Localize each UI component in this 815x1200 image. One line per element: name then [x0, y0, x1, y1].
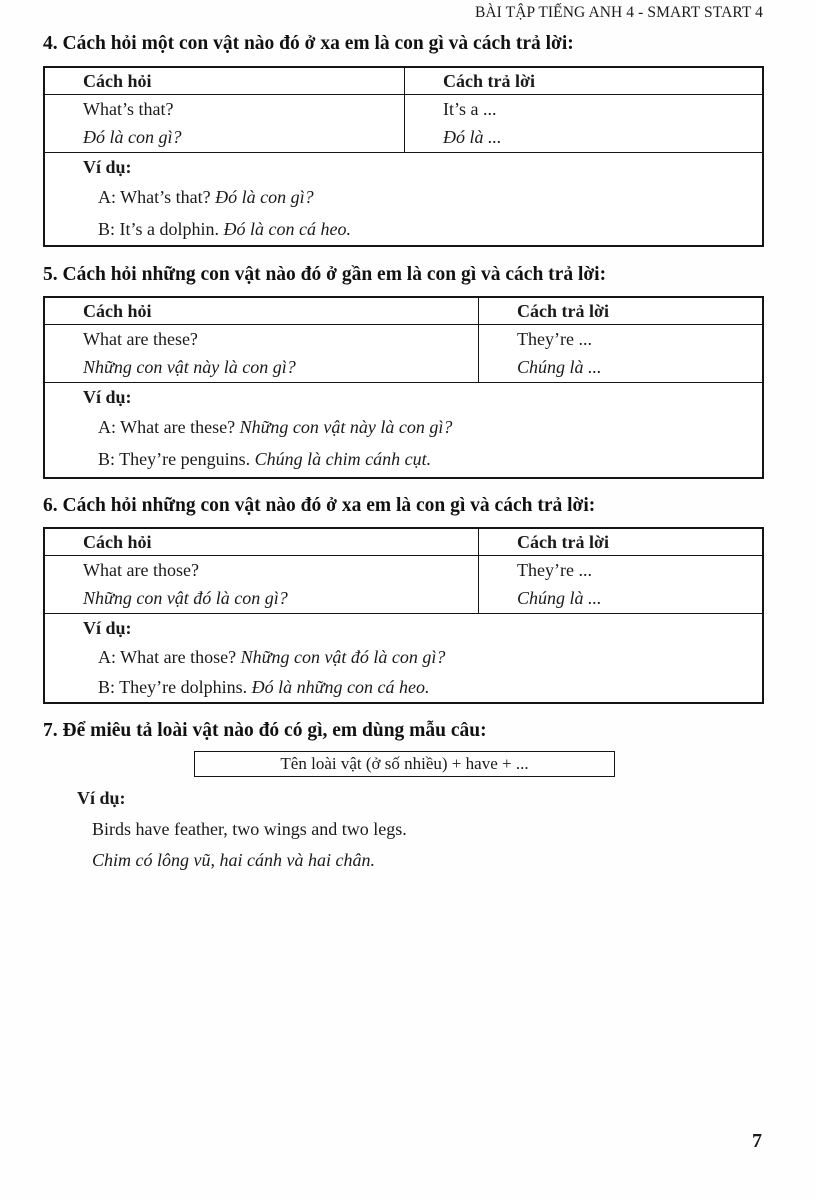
example-label: Ví dụ:	[83, 618, 132, 638]
table-row	[45, 556, 762, 614]
table-header-row	[45, 529, 762, 556]
example-en: A: What are these?	[98, 417, 240, 437]
column-header-question: Cách hỏi	[45, 529, 479, 555]
section-6-table	[43, 527, 764, 704]
question-en: What are these?	[83, 329, 198, 349]
page-number: 7	[752, 1130, 762, 1152]
example-en: A: What are those?	[98, 647, 241, 667]
example-line-a	[83, 642, 762, 672]
example-en: Birds have feather, two wings and two legs.	[92, 819, 407, 839]
example-line-a	[83, 411, 762, 443]
question-en: What’s that?	[83, 99, 174, 119]
example-vi: Chúng là chim cánh cụt.	[254, 449, 432, 469]
example-line-a	[83, 181, 762, 213]
section-5-table	[43, 296, 764, 479]
example-en: B: They’re dolphins.	[98, 677, 252, 697]
example-vi: Những con vật này là con gì?	[239, 417, 453, 437]
table-row	[45, 95, 762, 153]
question-cell	[45, 95, 405, 152]
answer-vi: Chúng là ...	[517, 357, 602, 377]
table-header-row	[45, 68, 762, 95]
example-label: Ví dụ:	[83, 157, 132, 177]
sentence-pattern-box: Tên loài vật (ở số nhiều) + have + ...	[194, 751, 615, 777]
question-cell	[45, 556, 479, 613]
answer-en: They’re ...	[517, 329, 592, 349]
column-header-answer: Cách trả lời	[517, 532, 609, 552]
section-5-title: 5. Cách hỏi những con vật nào đó ở gần em là con gì và cách trả lời:	[43, 264, 607, 285]
example-line-b	[83, 213, 762, 245]
answer-vi: Chúng là ...	[517, 588, 602, 608]
question-en: What are those?	[83, 560, 199, 580]
example-label: Ví dụ:	[77, 788, 126, 808]
table-header-row	[45, 298, 762, 325]
question-vi: Những con vật này là con gì?	[83, 357, 296, 377]
example-box	[45, 383, 762, 475]
section-6-title: 6. Cách hỏi những con vật nào đó ở xa em là con gì và cách trả lời:	[43, 495, 596, 516]
table-row	[45, 325, 762, 383]
answer-vi: Đó là ...	[443, 127, 502, 147]
example-vi: Đó là những con cá heo.	[251, 677, 430, 697]
column-header-question: Cách hỏi	[45, 68, 405, 94]
column-header-question: Cách hỏi	[45, 298, 479, 324]
section-4-table	[43, 66, 764, 247]
answer-cell	[479, 556, 762, 613]
example-vi: Đó là con cá heo.	[223, 219, 351, 239]
example-vi: Những con vật đó là con gì?	[240, 647, 446, 667]
example-line-b	[83, 672, 762, 702]
example-vi: Chim có lông vũ, hai cánh và hai chân.	[92, 850, 375, 870]
running-header: BÀI TẬP TIẾNG ANH 4 - SMART START 4	[474, 4, 763, 21]
example-label: Ví dụ:	[83, 387, 132, 407]
answer-en: It’s a ...	[443, 99, 497, 119]
example-box	[45, 153, 762, 245]
answer-cell	[405, 95, 762, 152]
question-cell	[45, 325, 479, 382]
column-header-answer: Cách trả lời	[443, 71, 535, 91]
question-vi: Những con vật đó là con gì?	[83, 588, 288, 608]
example-en: B: It’s a dolphin.	[98, 219, 224, 239]
answer-cell	[479, 325, 762, 382]
column-header-answer: Cách trả lời	[517, 301, 609, 321]
example-vi: Đó là con gì?	[215, 187, 314, 207]
answer-en: They’re ...	[517, 560, 592, 580]
example-en: B: They’re penguins.	[98, 449, 255, 469]
section-4-title: 4. Cách hỏi một con vật nào đó ở xa em là con gì và cách trả lời:	[43, 33, 574, 54]
example-en: A: What’s that?	[98, 187, 216, 207]
question-vi: Đó là con gì?	[83, 127, 182, 147]
section-7-title: 7. Để miêu tả loài vật nào đó có gì, em dùng mẫu câu:	[43, 720, 487, 741]
example-box	[45, 614, 762, 702]
example-line-b	[83, 443, 762, 475]
